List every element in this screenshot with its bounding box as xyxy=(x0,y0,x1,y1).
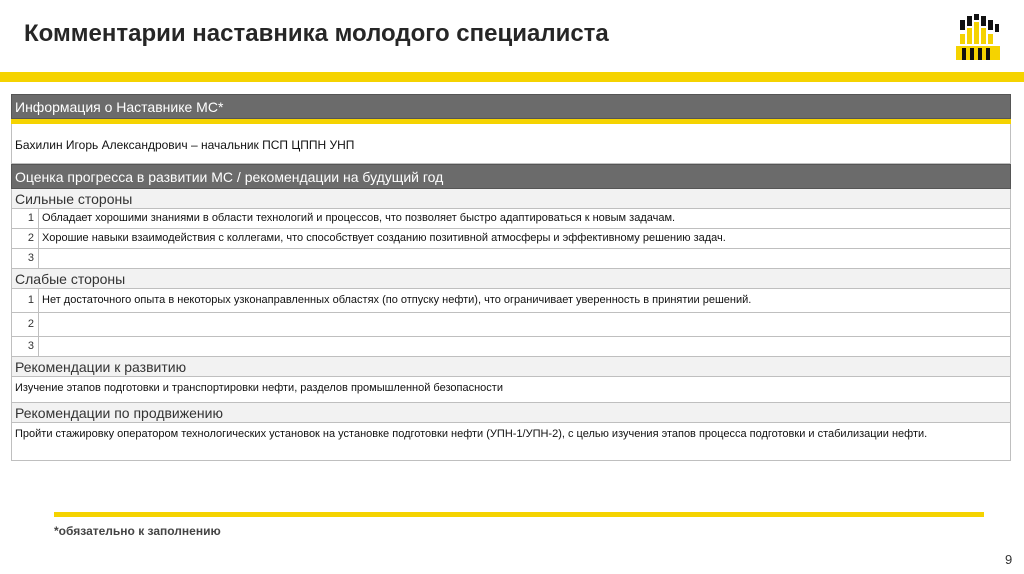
promotion-label: Рекомендации по продвижению xyxy=(11,403,1011,423)
assessment-header: Оценка прогресса в развитии МС / рекомендации на будущий год xyxy=(11,164,1011,189)
row-number: 3 xyxy=(12,337,39,356)
table-row xyxy=(11,313,1011,337)
development-label: Рекомендации к развитию xyxy=(11,357,1011,377)
table-row xyxy=(11,229,1011,249)
table-row xyxy=(11,249,1011,269)
page-title: Комментарии наставника молодого специалиста xyxy=(24,20,609,47)
row-number: 2 xyxy=(12,229,39,248)
row-text xyxy=(39,249,1010,268)
row-text: Нет достаточного опыта в некоторых узконаправленных областях (по отпуску нефти), что ограничивает уверенность в принятии решений. xyxy=(42,294,752,306)
development-text: Изучение этапов подготовки и транспортировки нефти, разделов промышленной безопасности xyxy=(11,377,1011,403)
row-text xyxy=(39,337,1010,356)
footnote: *обязательно к заполнению xyxy=(54,524,221,538)
row-text xyxy=(39,313,1010,336)
page-number: 9 xyxy=(1005,552,1013,567)
row-text: Хорошие навыки взаимодействия с коллегами, что способствует созданию позитивной атмосферы и эффективному решению задач. xyxy=(42,232,726,244)
row-number: 1 xyxy=(12,209,39,228)
table-row xyxy=(11,337,1011,357)
row-text: Обладает хорошими знаниями в области технологий и процессов, что позволяет быстро адаптироваться к новым задачам. xyxy=(42,212,676,224)
promotion-text: Пройти стажировку оператором технологических установок на установке подготовки нефти (УПН-1/УПН-2), с целью изучения этапов процесса подготовки и стабилизации нефти. xyxy=(11,423,1011,461)
strengths-label: Сильные стороны xyxy=(11,189,1011,209)
weaknesses-label: Слабые стороны xyxy=(11,269,1011,289)
top-accent-bar xyxy=(0,72,1024,82)
company-logo-icon xyxy=(954,12,1004,62)
table-row xyxy=(11,209,1011,229)
mentor-info-header: Информация о Наставнике МС* xyxy=(11,94,1011,119)
table-row xyxy=(11,289,1011,313)
mentor-name-cell: Бахилин Игорь Александрович – начальник ПСП ЦППН УНП xyxy=(11,124,1011,164)
row-number: 1 xyxy=(12,289,39,312)
mentor-comments-table xyxy=(11,94,1011,461)
bottom-accent-bar xyxy=(54,512,984,517)
row-number: 2 xyxy=(12,313,39,336)
row-number: 3 xyxy=(12,249,39,268)
